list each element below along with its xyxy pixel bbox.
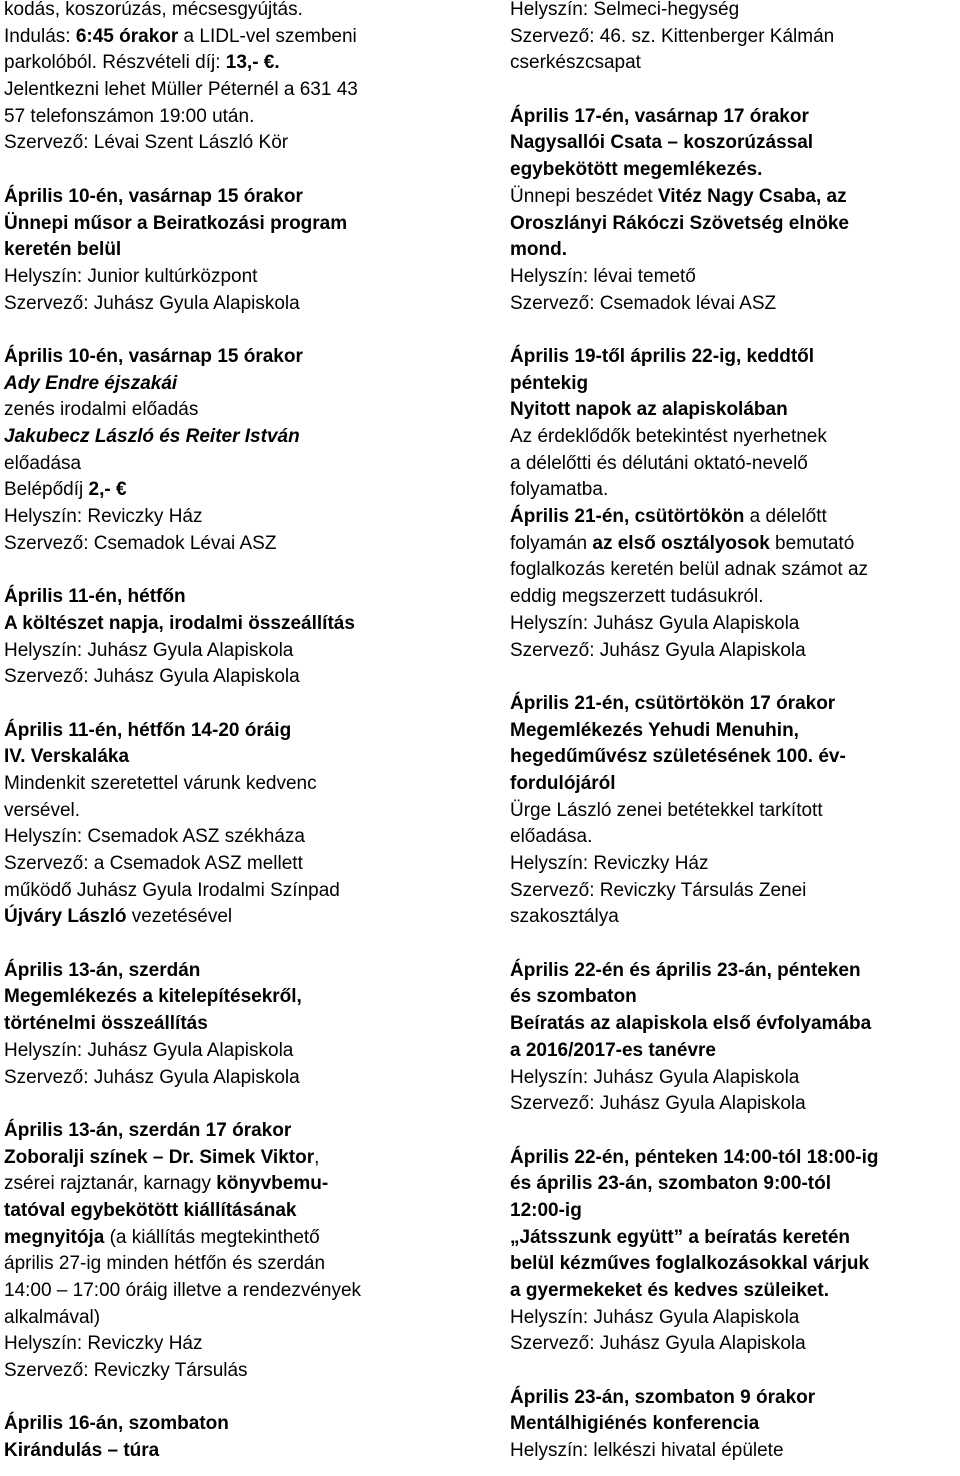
text-line xyxy=(4,771,474,798)
text-line xyxy=(510,1011,960,1038)
text-line xyxy=(510,531,960,558)
text-line xyxy=(4,211,474,238)
text-run: a gyermekeket és kedves szüleiket. xyxy=(510,1280,829,1301)
text-line xyxy=(510,691,960,718)
text-line xyxy=(510,1331,960,1358)
text-line xyxy=(4,1145,474,1172)
text-run: az első osztályosok xyxy=(592,532,770,554)
text-run: Ünnepi műsor a Beiratkozási program xyxy=(4,212,348,234)
text-line xyxy=(4,638,474,665)
text-line xyxy=(4,958,474,985)
text-run: hegedűművész születésének 100. év- xyxy=(510,746,846,768)
text-line xyxy=(4,984,474,1011)
text-line xyxy=(510,157,960,184)
text-run: egybekötött megemlékezés. xyxy=(510,159,763,181)
text-run: Ady Endre éjszakái xyxy=(4,372,178,394)
text-line xyxy=(510,1038,960,1065)
text-run: Szervező: Juhász Gyula Alapiskola xyxy=(4,292,300,314)
text-run: (a kiállítás megtekinthető xyxy=(104,1226,320,1248)
text-run: Oroszlányi Rákóczi Szövetség elnöke xyxy=(510,212,849,234)
text-run: Helyszín: lelkészi hivatal épülete xyxy=(510,1440,784,1462)
text-line xyxy=(4,878,474,905)
text-run: folyamán xyxy=(510,532,593,554)
text-line xyxy=(510,1305,960,1332)
text-line xyxy=(510,1198,960,1225)
text-run: működő Juhász Gyula Irodalmi Színpad xyxy=(4,879,340,901)
text-line xyxy=(510,371,960,398)
text-line xyxy=(4,1331,474,1358)
text-run: péntekig xyxy=(510,372,589,394)
text-line xyxy=(4,744,474,771)
text-line xyxy=(510,584,960,611)
text-line xyxy=(510,1251,960,1278)
text-line xyxy=(4,1358,474,1385)
paragraph-gap xyxy=(510,664,960,691)
paragraph-gap xyxy=(4,157,474,184)
paragraph-gap xyxy=(4,1385,474,1412)
text-line xyxy=(510,264,960,291)
text-line xyxy=(510,424,960,451)
text-run: és április 23-án, szombaton 9:00-tól xyxy=(510,1173,831,1195)
text-line xyxy=(510,504,960,531)
text-run: Nagysallói Csata – koszorúzással xyxy=(510,132,814,154)
text-run: Április 13-án, szerdán xyxy=(4,959,201,981)
text-line xyxy=(4,504,474,531)
text-line xyxy=(510,878,960,905)
text-line xyxy=(510,397,960,424)
text-run: „Játsszunk együtt” a beíratás keretén xyxy=(510,1226,851,1248)
text-run: Újváry László xyxy=(4,906,127,928)
text-line xyxy=(510,184,960,211)
text-run: Beíratás az alapiskola első évfolyamába xyxy=(510,1013,872,1035)
paragraph-gap xyxy=(4,931,474,958)
text-run: a 2016/2017-es tanévre xyxy=(510,1039,716,1061)
text-run: keretén belül xyxy=(4,239,122,261)
text-run: Kirándulás – túra xyxy=(4,1440,160,1462)
text-line xyxy=(4,264,474,291)
text-run: Belépődíj xyxy=(4,479,89,501)
right-column xyxy=(510,0,960,1465)
text-line xyxy=(510,557,960,584)
text-line xyxy=(510,1438,960,1465)
text-run: 2,- € xyxy=(88,479,127,501)
text-run: Helyszín: Juhász Gyula Alapiskola xyxy=(510,612,800,634)
text-run: IV. Verskaláka xyxy=(4,746,130,768)
text-run: cserkészcsapat xyxy=(510,52,641,74)
text-run: Jakubecz László és Reiter István xyxy=(4,426,300,447)
text-run: Mindenkit szeretettel várunk kedvenc xyxy=(4,772,317,794)
text-line xyxy=(510,984,960,1011)
text-line xyxy=(510,24,960,51)
text-run: Ünnepi beszédet xyxy=(510,185,658,207)
text-line xyxy=(4,851,474,878)
text-run: történelmi összeállítás xyxy=(4,1013,208,1035)
text-run: Április 21-én, csütörtökön xyxy=(510,506,745,528)
text-line xyxy=(510,798,960,825)
text-line xyxy=(510,1278,960,1305)
text-run: Helyszín: Juhász Gyula Alapiskola xyxy=(510,1066,800,1088)
text-line xyxy=(4,664,474,691)
text-run: a délelőtti és délutáni oktató-nevelő xyxy=(510,452,808,474)
text-line xyxy=(4,397,474,424)
text-line xyxy=(4,344,474,371)
text-line xyxy=(510,477,960,504)
text-run: Szervező: Csemadok lévai ASZ xyxy=(510,292,777,314)
text-line xyxy=(510,50,960,77)
text-line xyxy=(510,718,960,745)
text-run: eddig megszerzett tudásukról. xyxy=(510,586,764,608)
text-line xyxy=(510,451,960,478)
text-line xyxy=(510,237,960,264)
text-line xyxy=(4,611,474,638)
text-run: zenés irodalmi előadás xyxy=(4,399,199,421)
text-run: Szervező: 46. sz. Kittenberger Kálmán xyxy=(510,25,835,47)
text-run: bemutató xyxy=(769,532,855,554)
text-line xyxy=(510,1065,960,1092)
text-run: Ürge László zenei betétekkel tarkított xyxy=(510,799,823,821)
text-run: a délelőtt xyxy=(744,506,827,528)
paragraph-gap xyxy=(510,77,960,104)
text-run: fordulójáról xyxy=(510,772,616,794)
text-line xyxy=(4,1411,474,1438)
paragraph-gap xyxy=(510,931,960,958)
text-line xyxy=(4,130,474,157)
text-run: Április 13-án, szerdán 17 órakor xyxy=(4,1119,292,1141)
paragraph-gap xyxy=(4,317,474,344)
text-run: Helyszín: Juhász Gyula Alapiskola xyxy=(4,1039,294,1061)
text-run: Április 11-én, hétfőn xyxy=(4,586,186,608)
text-line xyxy=(510,824,960,851)
text-run: kodás, koszorúzás, mécsesgyújtás. xyxy=(4,0,303,20)
paragraph-gap xyxy=(4,1091,474,1118)
text-line xyxy=(4,1278,474,1305)
text-line xyxy=(4,0,474,24)
text-line xyxy=(510,904,960,931)
text-run: szakosztálya xyxy=(510,906,619,928)
text-run: Helyszín: Reviczky Ház xyxy=(510,853,709,874)
text-line xyxy=(4,1011,474,1038)
text-line xyxy=(510,771,960,798)
text-run: alkalmával) xyxy=(4,1306,101,1328)
text-line xyxy=(510,211,960,238)
text-run: Szervező: Reviczky Társulás xyxy=(4,1360,248,1382)
text-run: Szervező: Juhász Gyula Alapiskola xyxy=(4,1066,300,1088)
text-line xyxy=(4,184,474,211)
text-line xyxy=(4,1198,474,1225)
text-run: vezetésével xyxy=(126,906,233,928)
text-run: Helyszín: Csemadok ASZ székháza xyxy=(4,826,305,848)
text-run: Helyszín: Junior kultúrközpont xyxy=(4,265,258,287)
text-run: Mentálhigiénés konferencia xyxy=(510,1413,760,1435)
text-run: folyamatba. xyxy=(510,479,609,501)
text-run: 14:00 – 17:00 óráig illetve a rendezvények xyxy=(4,1280,362,1301)
text-run: megnyitója xyxy=(4,1226,105,1248)
text-run: a LIDL-vel szembeni xyxy=(178,25,357,47)
text-line xyxy=(4,1171,474,1198)
text-run: Helyszín: Juhász Gyula Alapiskola xyxy=(510,1306,800,1328)
text-line xyxy=(510,851,960,878)
text-run: Megemlékezés a kitelepítésekről, xyxy=(4,986,302,1008)
text-run: zsérei rajztanár, karnagy xyxy=(4,1173,217,1195)
text-run: Szervező: Lévai Szent László Kör xyxy=(4,132,289,154)
text-line xyxy=(4,718,474,745)
text-run: 12:00-ig xyxy=(510,1199,582,1221)
text-line xyxy=(510,744,960,771)
text-run: 57 telefonszámon 19:00 után. xyxy=(4,105,255,127)
text-run: Április 22-én és április 23-án, pénteken xyxy=(510,959,861,981)
text-run: Helyszín: Selmeci-hegység xyxy=(510,0,740,20)
text-run: Április 21-én, csütörtökön 17 órakor xyxy=(510,692,836,714)
text-line xyxy=(510,611,960,638)
text-run: Megemlékezés Yehudi Menuhin, xyxy=(510,719,799,741)
text-run: április 27-ig minden hétfőn és szerdán xyxy=(4,1253,326,1275)
text-line xyxy=(4,1065,474,1092)
text-line xyxy=(4,1118,474,1145)
text-line xyxy=(4,291,474,318)
paragraph-gap xyxy=(510,317,960,344)
text-run: Helyszín: Reviczky Ház xyxy=(4,1333,203,1355)
text-run: Április 17-én, vasárnap 17 órakor xyxy=(510,105,809,127)
text-run: Szervező: Reviczky Társulás Zenei xyxy=(510,879,807,901)
text-line xyxy=(4,824,474,851)
text-line xyxy=(4,1438,474,1465)
paragraph-gap xyxy=(4,691,474,718)
text-line xyxy=(510,104,960,131)
text-line xyxy=(4,904,474,931)
text-run: tatóval egybekötött kiállításának xyxy=(4,1199,297,1221)
text-line xyxy=(510,0,960,24)
text-run: Az érdeklődők betekintést nyerhetnek xyxy=(510,426,827,447)
text-run: versével. xyxy=(4,799,81,821)
paragraph-gap xyxy=(510,1358,960,1385)
text-line xyxy=(510,1145,960,1172)
text-line xyxy=(4,237,474,264)
text-run: könyvbemu- xyxy=(216,1173,329,1195)
text-line xyxy=(4,371,474,398)
text-run: Nyitott napok az alapiskolában xyxy=(510,399,788,421)
text-run: A költészet napja, irodalmi összeállítás xyxy=(4,612,355,634)
text-run: Április 10-én, vasárnap 15 órakor xyxy=(4,185,303,207)
text-run: Április 23-án, szombaton 9 órakor xyxy=(510,1386,816,1408)
text-line xyxy=(4,1038,474,1065)
text-line xyxy=(510,1171,960,1198)
text-run: és szombaton xyxy=(510,986,637,1008)
text-run: Helyszín: Reviczky Ház xyxy=(4,506,203,528)
text-line xyxy=(4,24,474,51)
text-line xyxy=(510,1385,960,1412)
text-run: Április 22-én, pénteken 14:00-tól 18:00-ig xyxy=(510,1146,879,1168)
paragraph-gap xyxy=(4,557,474,584)
text-run: Szervező: Juhász Gyula Alapiskola xyxy=(510,1333,806,1355)
text-run: Vitéz Nagy Csaba, az xyxy=(657,185,847,207)
text-run: Szervező: Juhász Gyula Alapiskola xyxy=(510,639,806,661)
text-line xyxy=(4,798,474,825)
text-run: Jelentkezni lehet Müller Péternél a 631 43 xyxy=(4,79,358,101)
text-line xyxy=(4,531,474,558)
text-run: parkolóból. Részvételi díj: xyxy=(4,52,226,74)
text-run: Helyszín: lévai temető xyxy=(510,265,696,287)
text-run: mond. xyxy=(510,239,567,261)
text-run: Zoboralji színek – Dr. Simek Viktor xyxy=(4,1146,315,1168)
text-line xyxy=(4,77,474,104)
text-line xyxy=(510,130,960,157)
text-run: belül kézműves foglalkozásokkal várjuk xyxy=(510,1253,870,1275)
text-run: előadása. xyxy=(510,826,593,848)
text-run: Szervező: Juhász Gyula Alapiskola xyxy=(4,666,300,688)
text-line xyxy=(510,1411,960,1438)
text-run: Szervező: Csemadok Lévai ASZ xyxy=(4,532,277,554)
text-line xyxy=(510,291,960,318)
text-run: Április 10-én, vasárnap 15 órakor xyxy=(4,345,303,367)
text-run: előadása xyxy=(4,452,82,474)
text-run: Április 16-án, szombaton xyxy=(4,1413,229,1435)
text-line xyxy=(510,638,960,665)
left-column xyxy=(4,0,474,1465)
text-run: Április 19-től április 22-ig, keddtől xyxy=(510,345,815,367)
text-run: Helyszín: Juhász Gyula Alapiskola xyxy=(4,639,294,661)
text-run: Április 11-én, hétfőn 14-20 óráig xyxy=(4,719,292,741)
text-run: Indulás: xyxy=(4,25,76,47)
paragraph-gap xyxy=(510,1118,960,1145)
text-run: Szervező: Juhász Gyula Alapiskola xyxy=(510,1093,806,1115)
text-line xyxy=(4,451,474,478)
text-run: 13,- €. xyxy=(225,52,280,74)
text-line xyxy=(510,1091,960,1118)
text-line xyxy=(4,584,474,611)
text-line xyxy=(4,1225,474,1252)
text-line xyxy=(510,1225,960,1252)
text-line xyxy=(510,344,960,371)
text-line xyxy=(4,50,474,77)
text-run: , xyxy=(314,1146,320,1168)
text-line xyxy=(4,477,474,504)
text-line xyxy=(4,1251,474,1278)
text-line xyxy=(4,1305,474,1332)
text-line xyxy=(4,104,474,131)
text-run: foglalkozás keretén belül adnak számot az xyxy=(510,559,869,581)
text-line xyxy=(510,958,960,985)
text-line xyxy=(4,424,474,451)
text-run: 6:45 órakor xyxy=(75,25,179,47)
text-run: Szervező: a Csemadok ASZ mellett xyxy=(4,853,303,874)
